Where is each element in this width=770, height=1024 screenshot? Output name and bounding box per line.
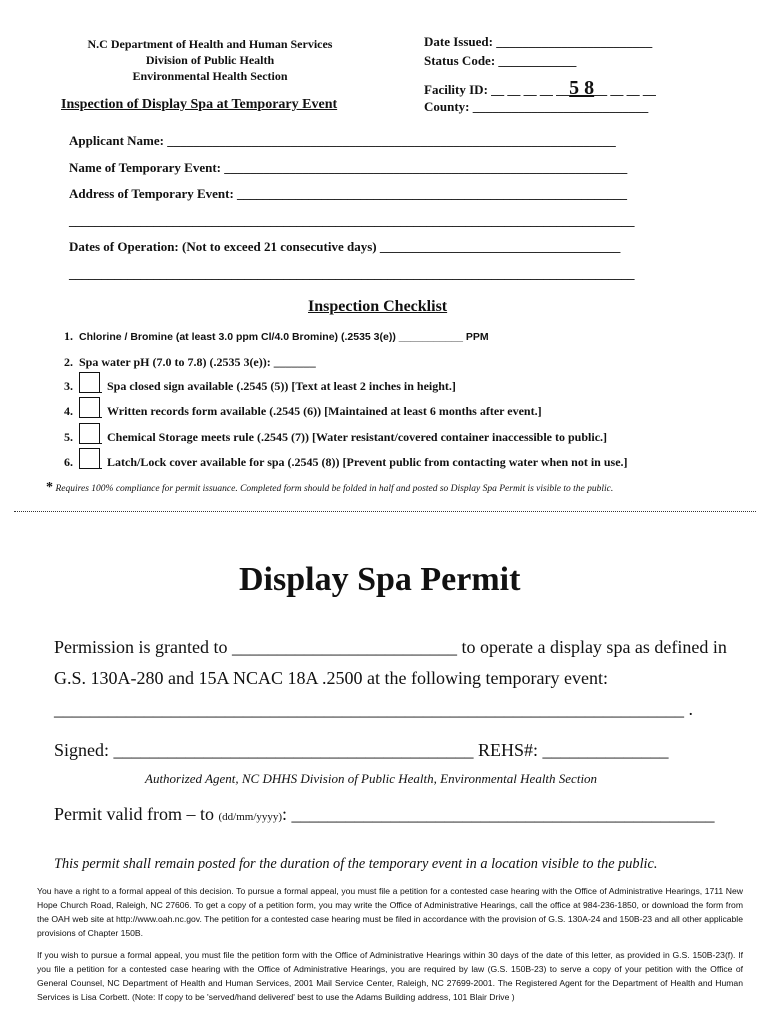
facility-id-field[interactable]	[424, 77, 656, 100]
item-number: 1.	[64, 329, 73, 343]
facility-id-tail: __ __ __ __	[594, 82, 656, 97]
item-number: 6.	[64, 455, 73, 469]
item-text: Spa closed sign available (.2545 (5)) [Text at least 2 inches in height.]	[107, 379, 456, 393]
permit-agent-caption: Authorized Agent, NC DHHS Division of Public Health, Environmental Health Section	[145, 771, 598, 786]
checklist-item-1	[64, 329, 489, 344]
footnote-text: Requires 100% compliance for permit issuance. Completed form should be folded in half and posted so Display Spa Permit is visible to the public.	[55, 484, 614, 494]
dates-of-operation-field[interactable]: Dates of Operation: (Not to exceed 21 consecutive days) _____________________________________	[69, 239, 621, 254]
underline	[79, 443, 102, 444]
footnote-star: *	[46, 480, 53, 495]
checklist-item-3	[64, 379, 73, 394]
item-text: Spa water pH (7.0 to 7.8) (.2535 3(e)): _______	[79, 355, 316, 369]
section-name: Environmental Health Section	[132, 69, 288, 83]
item-text: Chemical Storage meets rule (.2545 (7)) [Water resistant/covered container inaccessible to public.]	[107, 430, 608, 444]
permit-valid-line[interactable]	[54, 804, 715, 825]
item-text: Written records form available (.2545 (6)) [Maintained at least 6 months after event.]	[107, 404, 542, 418]
permit-statute-line: G.S. 130A-280 and 15A NCAC 18A .2500 at the following temporary event:	[54, 668, 608, 688]
checkbox-item-6[interactable]	[79, 448, 100, 469]
underline	[79, 468, 102, 469]
form-title: Inspection of Display Spa at Temporary Event	[61, 97, 338, 112]
underline	[79, 392, 102, 393]
date-issued-field[interactable]: Date Issued: ________________________	[424, 34, 653, 49]
fold-divider	[14, 511, 756, 512]
valid-label: Permit valid from – to	[54, 804, 214, 824]
applicant-name-field[interactable]: Applicant Name: _____________________________________________________________________	[69, 133, 616, 148]
item-number: 4.	[64, 404, 73, 418]
checkbox-item-3[interactable]	[79, 372, 100, 393]
county-field[interactable]: County: ___________________________	[424, 99, 649, 114]
event-name-field[interactable]: Name of Temporary Event: ______________________________________________________________	[69, 160, 628, 175]
checklist-item-6	[64, 455, 73, 470]
checkbox-item-4[interactable]	[79, 397, 100, 418]
valid-blank: : _______________________________________________	[282, 804, 715, 824]
valid-format: (dd/mm/yyyy)	[218, 811, 283, 823]
item-text: Chlorine / Bromine (at least 3.0 ppm Cl/4.0 Bromine) (.2535 3(e)) ___________ PPM	[79, 331, 489, 343]
permit-signed-line[interactable]: Signed: ________________________________________ REHS#: ______________	[54, 740, 669, 760]
checkbox-item-5[interactable]	[79, 423, 100, 444]
dates-line2[interactable]: _______________________________________________________________________________________	[69, 266, 635, 281]
item-text: Latch/Lock cover available for spa (.2545 (8)) [Prevent public from contacting water when not in use.]	[107, 455, 628, 469]
item-number: 3.	[64, 379, 73, 393]
checklist-footnote	[46, 480, 613, 496]
underline	[79, 417, 102, 418]
facility-id-label: Facility ID: __ __ __ __ __	[424, 82, 570, 97]
status-code-field[interactable]: Status Code: ____________	[424, 53, 577, 68]
facility-id-value: 5 8	[569, 77, 595, 99]
checklist-item-2	[64, 355, 316, 370]
division-name: Division of Public Health	[145, 53, 275, 67]
appeal-rights-paragraph: You have a right to a formal appeal of this decision. To pursue a formal appeal, you must file a petition for a contested case hearing with the Office of Administrative Hearings, 1711 New Hope Church Road, Raleigh, NC 27606. To get a copy of a petition form, you may write the Office of Administrative Hearings, call the office at 984-236-1850, or download the form from the OAH web site at http://www.oah.nc.gov. The petition for a contested case hearing must be filed in accordance with the provision of G.S. 130A-24 and 150B-23 and all other applicable provisions of Chapter 150B.	[37, 886, 743, 938]
event-address-field[interactable]: Address of Temporary Event: ____________________________________________________________	[69, 186, 628, 201]
permit-event-line[interactable]: ______________________________________________________________________ .	[54, 699, 693, 719]
appeal-filing-paragraph: If you wish to pursue a formal appeal, you must file the petition form with the Office of Administrative Hearings within 30 days of the date of this letter, as provided in G.S. 150B-23(f). If you file a petition for a contested case hearing with the Office of Administrative Hearings, you are required by law (G.S. 150B-23) to serve a copy of your petition with the Office of General Counsel, NC Department of Health and Human Services, 2001 Mail Service Center, Raleigh, NC 27699-2001. The Registered Agent for the Department of Health and Human Services is Lisa Corbett. (Note: If copy to be 'served/hand delivered' best to use the Adams Building address, 101 Blair Drive )	[37, 950, 743, 1002]
item-number: 2.	[64, 355, 73, 369]
permit-posted-note: This permit shall remain posted for the duration of the temporary event in a location visible to the public.	[54, 856, 658, 872]
dept-name: N.C Department of Health and Human Services	[87, 37, 333, 51]
agency-header	[40, 36, 380, 84]
checklist-item-5	[64, 430, 73, 445]
permit-title: Display Spa Permit	[239, 561, 521, 598]
permit-grant-line[interactable]: Permission is granted to _________________________ to operate a display spa as defined in	[54, 637, 727, 657]
event-address-line2[interactable]: _______________________________________________________________________________________	[69, 213, 635, 228]
checklist-title: Inspection Checklist	[308, 298, 448, 315]
checklist-item-4	[64, 404, 73, 419]
item-number: 5.	[64, 430, 73, 444]
